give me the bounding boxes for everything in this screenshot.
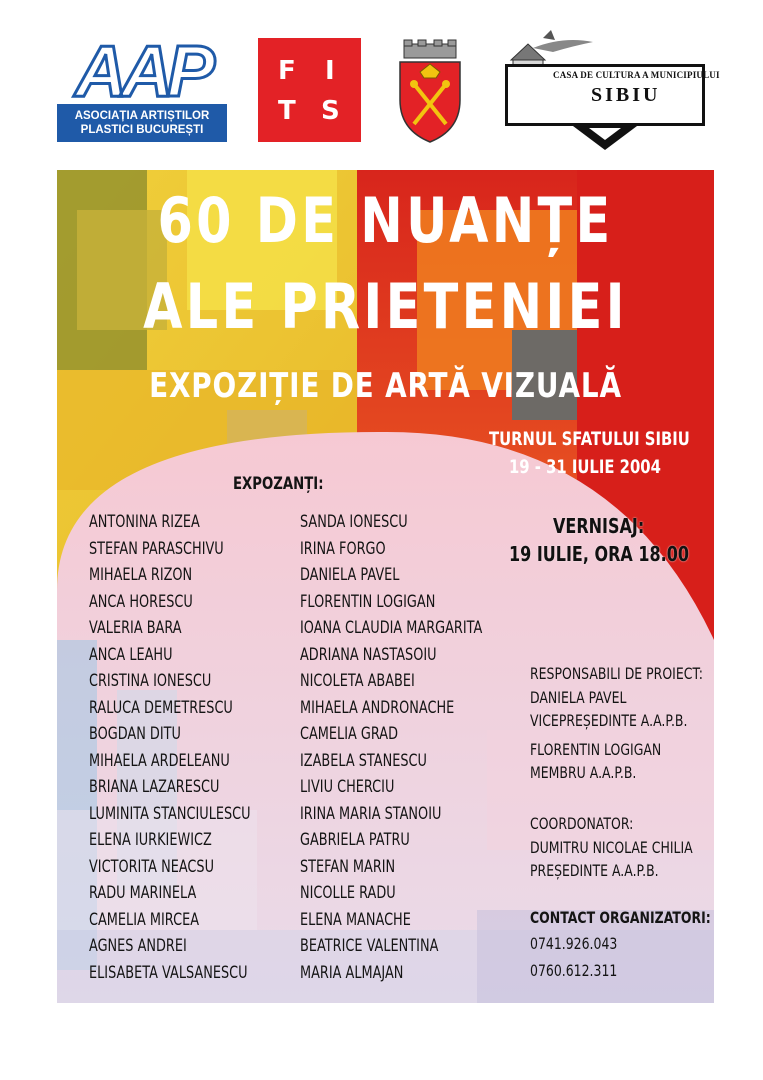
exhibitor-name: ELENA MANACHE xyxy=(300,909,411,929)
exhibitor-name: ADRIANA NASTASOIU xyxy=(300,644,437,664)
exhibitor-name: STEFAN MARIN xyxy=(300,856,396,876)
exhibitor-name: BOGDAN DITU xyxy=(89,724,181,743)
exhibitor-name: IRINA FORGO xyxy=(300,538,386,558)
poster-subtitle: EXPOZIȚIE DE ARTĂ VIZUALĂ xyxy=(149,366,622,406)
fits-letter-i: I xyxy=(325,56,335,86)
exhibitor-name: CAMELIA MIRCEA xyxy=(89,909,200,929)
exhibitor-name: STEFAN PARASCHIVU xyxy=(89,538,224,558)
responsabil-2-role: MEMBRU A.A.P.B. xyxy=(530,763,637,782)
vernisaj-label: VERNISAJ: xyxy=(553,514,645,538)
fits-letter-t: T xyxy=(278,96,296,126)
fits-letter-s: S xyxy=(321,96,340,126)
contact-phone-1: 0741.926.043 xyxy=(530,934,618,953)
sibiu-coat-of-arms-icon xyxy=(396,38,464,144)
exhibitor-name: FLORENTIN LOGIGAN xyxy=(300,591,436,611)
exhibitor-name: RADU MARINELA xyxy=(89,883,197,902)
poster-title-line1: 60 DE NUANȚE xyxy=(157,184,614,257)
exhibitor-name: ELISABETA VALSANESCU xyxy=(89,962,248,982)
exhibitor-name: GABRIELA PATRU xyxy=(300,830,410,849)
casa-line2: SIBIU xyxy=(591,84,661,106)
svg-text:AAP: AAP xyxy=(74,38,210,102)
fits-letter-f: F xyxy=(278,56,296,86)
contact-phone-2: 0760.612.311 xyxy=(530,961,618,980)
exhibitor-name: RALUCA DEMETRESCU xyxy=(89,697,233,717)
exhibitor-name: ANCA LEAHU xyxy=(89,644,173,664)
exhibitor-name: BRIANA LAZARESCU xyxy=(89,777,220,796)
responsabil-1-role: VICEPREȘEDINTE A.A.P.B. xyxy=(530,711,688,730)
coordonator-role: PREȘEDINTE A.A.P.B. xyxy=(530,861,659,880)
vernisaj-time: 19 IULIE, ORA 18.00 xyxy=(509,542,689,566)
exhibitor-name: MIHAELA RIZON xyxy=(89,565,193,584)
exhibitor-name: IOANA CLAUDIA MARGARITA xyxy=(300,618,483,637)
responsabili-header: RESPONSABILI DE PROIECT: xyxy=(530,664,703,683)
exhibitor-name: BEATRICE VALENTINA xyxy=(300,936,439,955)
contact-header: CONTACT ORGANIZATORI: xyxy=(530,908,711,927)
responsabil-2-name: FLORENTIN LOGIGAN xyxy=(530,740,662,759)
exhibitor-name: ELENA IURKIEWICZ xyxy=(89,830,212,849)
exhibitor-name: ANCA HORESCU xyxy=(89,591,193,611)
exhibitor-name: SANDA IONESCU xyxy=(300,512,408,531)
poster-title-line2: ALE PRIETENIEI xyxy=(143,270,628,343)
exhibitor-name: LUMINITA STANCIULESCU xyxy=(89,803,251,823)
aap-letters xyxy=(57,38,227,102)
exhibitor-name: IZABELA STANESCU xyxy=(300,750,427,770)
exhibitor-name: MIHAELA ANDRONACHE xyxy=(300,697,455,717)
coordonator-header: COORDONATOR: xyxy=(530,814,634,833)
exhibitor-name: LIVIU CHERCIU xyxy=(300,777,395,796)
exhibition-dates: 19 - 31 IULIE 2004 xyxy=(509,456,661,478)
exhibitor-name: MIHAELA ARDELEANU xyxy=(89,750,230,770)
aap-name-line1: ASOCIAȚIA ARTIȘTILOR xyxy=(74,110,210,122)
aap-name-line2: PLASTICI BUCUREȘTI xyxy=(80,124,204,136)
exhibitor-name: ANTONINA RIZEA xyxy=(89,512,200,531)
exhibitors-header: EXPOZANȚI: xyxy=(233,474,324,494)
exhibitor-name: MARIA ALMAJAN xyxy=(300,962,404,982)
exhibitor-name: VALERIA BARA xyxy=(89,618,182,637)
fits-logo xyxy=(258,38,361,142)
exhibitor-name: IRINA MARIA STANOIU xyxy=(300,803,442,823)
venue: TURNUL SFATULUI SIBIU xyxy=(489,428,690,450)
casa-de-cultura-logo xyxy=(503,30,720,152)
exhibitor-name: DANIELA PAVEL xyxy=(300,565,400,584)
exhibitor-name: CAMELIA GRAD xyxy=(300,724,398,743)
coordonator-name: DUMITRU NICOLAE CHILIA xyxy=(530,838,693,857)
exhibitor-name: NICOLLE RADU xyxy=(300,883,396,902)
aap-logo xyxy=(57,38,227,144)
exhibitor-name: AGNES ANDREI xyxy=(89,936,187,955)
casa-line1: CASA DE CULTURA A MUNICIPIULUI xyxy=(553,70,720,80)
responsabil-1-name: DANIELA PAVEL xyxy=(530,688,627,707)
exhibitor-name: NICOLETA ABABEI xyxy=(300,671,415,690)
exhibition-poster xyxy=(57,170,714,1003)
exhibitor-name: VICTORITA NEACSU xyxy=(89,856,214,876)
aap-name xyxy=(57,104,227,142)
exhibitor-name: CRISTINA IONESCU xyxy=(89,671,212,690)
